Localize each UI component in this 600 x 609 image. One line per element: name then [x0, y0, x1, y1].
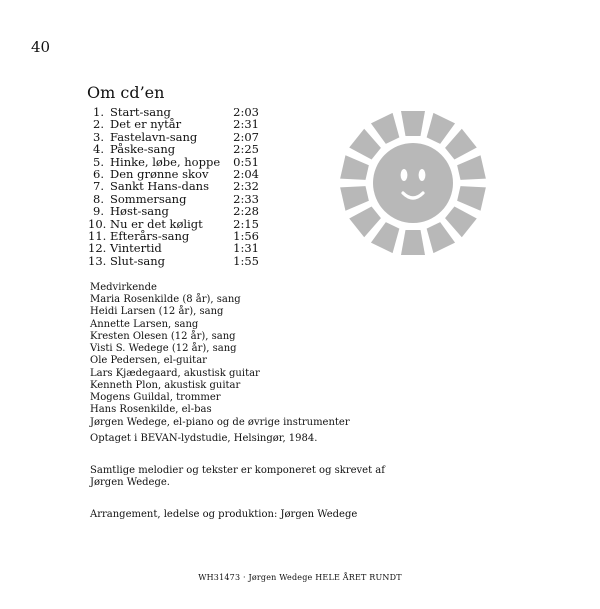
track-row [88, 118, 259, 130]
credit-item: Heidi Larsen (12 år), sang [90, 306, 224, 318]
track-duration: 2:33 [233, 191, 259, 206]
recorded-note: Optaget i BEVAN-lydstudie, Helsingør, 1984. [90, 433, 318, 444]
arrangement-note: Arrangement, ledelse og produktion: Jørgen Wedege [90, 509, 358, 520]
track-number: 9. [93, 204, 104, 219]
sun-ray [371, 222, 399, 253]
credits-heading: Medvirkende [90, 282, 157, 293]
track-number: 4. [93, 142, 104, 157]
track-title: Nu er det køligt [110, 216, 203, 231]
track-list [88, 106, 259, 267]
credit-item: Ole Pedersen, el-guitar [90, 355, 207, 367]
sun-ray [349, 129, 381, 160]
songs-note-line2: Jørgen Wedege. [90, 477, 170, 488]
track-title: Høst-sang [110, 204, 169, 219]
sun-right-eye [419, 169, 426, 181]
credits-list [90, 294, 350, 429]
track-number: 7. [93, 179, 104, 194]
credit-item: Kresten Olesen (12 år), sang [90, 330, 236, 342]
sun-ray [371, 113, 399, 144]
track-row [88, 205, 259, 217]
track-number: 12. [88, 241, 107, 256]
track-row [88, 255, 259, 267]
credit-item: Lars Kjædegaard, akustisk guitar [90, 367, 260, 379]
track-title: Sommersang [110, 191, 187, 206]
sun-ray [427, 222, 455, 253]
track-duration: 2:32 [233, 179, 259, 194]
sun-ray [401, 230, 425, 255]
track-number: 3. [93, 129, 104, 144]
track-row [88, 242, 259, 254]
credit-item: Visti S. Wedege (12 år), sang [90, 343, 237, 354]
track-number: 1. [93, 105, 104, 119]
track-title: Hinke, løbe, hoppe [110, 154, 221, 169]
track-number: 13. [88, 253, 107, 268]
track-number: 10. [88, 216, 107, 231]
sun-ray [340, 155, 369, 180]
track-duration: 2:03 [233, 105, 259, 119]
credit-item: Kenneth Plon, akustisk guitar [90, 379, 241, 391]
track-title: Sankt Hans-dans [110, 179, 209, 194]
credit-item: Annette Larsen, sang [90, 318, 199, 330]
track-duration: 2:04 [233, 166, 259, 181]
track-title: Det er nytår [110, 117, 182, 132]
track-duration: 2:28 [233, 204, 259, 219]
sun-ray [340, 186, 369, 211]
track-number: 6. [93, 166, 104, 181]
track-duration: 2:25 [233, 142, 259, 157]
track-row [88, 143, 259, 155]
credit-item: Mogens Guildal, trommer [90, 392, 221, 403]
sun-ray [401, 111, 425, 136]
credit-item: Maria Rosenkilde (8 år), sang [90, 294, 241, 305]
track-title: Efterårs-sang [110, 228, 190, 243]
credit-item: Jørgen Wedege, el-piano og de øvrige instrumenter [90, 416, 350, 428]
sun-ray [427, 113, 455, 144]
track-duration: 2:07 [233, 129, 259, 144]
track-duration: 1:56 [233, 228, 259, 243]
sun-face [373, 143, 453, 223]
sun-ray [445, 129, 477, 160]
track-title: Den grønne skov [110, 166, 209, 181]
footer: WH31473 · Jørgen Wedege HELE ÅRET RUNDT [198, 573, 402, 582]
track-title: Slut-sang [110, 253, 165, 268]
songs-note-line1: Samtlige melodier og tekster er komponeret og skrevet af [90, 465, 385, 476]
track-row [88, 180, 259, 192]
smiling-sun-icon [339, 109, 487, 257]
track-number: 11. [88, 228, 107, 243]
track-title: Fastelavn-sang [110, 129, 198, 144]
sun-left-eye [401, 169, 408, 181]
sun-ray [349, 206, 381, 237]
sun-ray [457, 186, 486, 211]
track-duration: 1:55 [233, 253, 259, 268]
track-number: 2. [93, 117, 104, 132]
track-duration: 1:31 [233, 241, 259, 256]
track-duration: 2:31 [233, 117, 259, 132]
page-heading: Om cd’en [87, 83, 165, 102]
sun-ray [457, 155, 486, 180]
track-title: Vintertid [110, 241, 162, 256]
track-duration: 2:15 [233, 216, 259, 231]
track-title: Start-sang [110, 105, 171, 119]
track-duration: 0:51 [233, 154, 259, 169]
credit-item: Hans Rosenkilde, el-bas [90, 404, 212, 416]
sun-ray [445, 206, 477, 237]
page-number: 40 [31, 38, 51, 56]
track-number: 5. [93, 154, 104, 169]
track-number: 8. [93, 191, 104, 206]
track-title: Påske-sang [110, 142, 176, 157]
